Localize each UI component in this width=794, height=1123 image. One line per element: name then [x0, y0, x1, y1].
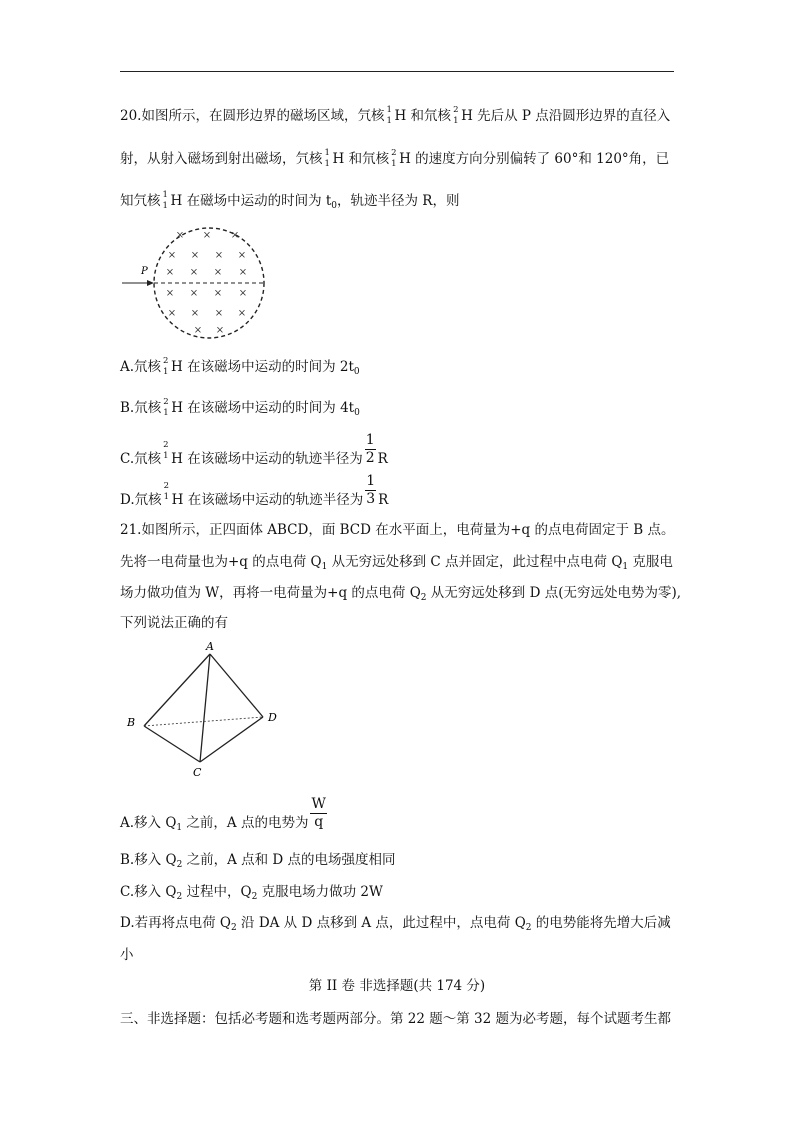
option-text: 克服电场力做功 2W [257, 884, 383, 900]
section-instructions: 三、非选择题：包括必考题和选考题两部分。第 22 题～第 32 题为必考题，每个试题考生都 [120, 1011, 672, 1027]
option-text: 之前，A 点的电势为 [182, 815, 309, 831]
q21-text: 从无穷远处移到 D 点(无穷远处电势为零), [426, 585, 682, 601]
option-text: 的电势能将先增大后减 [531, 915, 671, 931]
deuterium-symbol: 2 1 [163, 356, 169, 377]
q20-text: 20.如图所示，在圆形边界的磁场区域，氕核 [120, 108, 385, 124]
cross-mark: × [237, 250, 247, 261]
deuterium-symbol: 2 1 [163, 481, 170, 502]
option-text: 过程中，Q [182, 884, 252, 900]
protium-symbol: 1 1 [386, 105, 392, 126]
option-text: B.移入 Q [120, 852, 177, 868]
q21-line-2 [120, 553, 673, 573]
q20-text: 射，从射入磁场到射出磁场，氕核 [120, 151, 323, 167]
q20-option-a [120, 358, 360, 378]
q21-line-4: 下列说法正确的有 [120, 615, 228, 631]
subscript: 2 [525, 923, 532, 933]
edge-ab [144, 654, 210, 726]
q21-option-c [120, 883, 383, 903]
subscript: 2 [251, 892, 258, 902]
q20-text: H 先后从 P 点沿圆形边界的直径入 [461, 108, 671, 124]
edge-bc [144, 726, 200, 762]
option-text: R [377, 451, 388, 467]
option-text: H 在该磁场中运动的轨迹半径为 [171, 492, 364, 508]
fraction-w-over-q: $\frac{W}{q}$ [311, 796, 326, 830]
q20-option-c [120, 432, 388, 467]
cross-mark: × [190, 308, 200, 319]
q20-text: ，轨迹半径为 R，则 [337, 193, 460, 209]
q21-line-1: 21.如图所示，正四面体 ABCD，面 BCD 在水平面上，电荷量为+q 的点电荷固定于 B 点。 [120, 522, 675, 538]
option-text: 沿 DA 从 D 点移到 A 点，此过程中，点电荷 Q [236, 915, 526, 931]
subscript: 2 [176, 892, 183, 902]
cross-mark: × [238, 267, 248, 278]
edge-cd [200, 717, 263, 762]
cross-mark: × [193, 325, 203, 336]
q21-option-a [120, 796, 329, 831]
option-text: H 在该磁场中运动的轨迹半径为 [171, 451, 363, 467]
option-text: D.氘核 [120, 492, 162, 508]
magnetic-field-figure [118, 226, 278, 344]
subscript: 1 [176, 823, 183, 833]
q21-text: 从无穷远处移到 C 点并固定，此过程中点电荷 Q [327, 554, 623, 570]
cross-mark: × [215, 325, 225, 336]
cross-mark: × [167, 250, 177, 261]
cross-mark: × [189, 267, 199, 278]
deuterium-symbol: 2 1 [163, 397, 169, 418]
q20-option-d [120, 473, 388, 508]
subscript: 0 [331, 201, 338, 211]
tetrahedron-figure [120, 638, 290, 783]
cross-mark: × [213, 288, 223, 299]
q20-text: 知氕核 [120, 193, 161, 209]
deuterium-symbol: 2 1 [163, 440, 169, 461]
arrow-head [147, 280, 154, 286]
cross-mark: × [190, 250, 200, 261]
cross-mark: × [189, 288, 199, 299]
deuterium-symbol: 2 1 [391, 148, 397, 169]
cross-mark: × [238, 288, 248, 299]
vertex-a-label: A [206, 640, 214, 653]
q21-text: 克服电 [628, 554, 673, 570]
subscript: 1 [321, 562, 328, 572]
subscript: 0 [354, 408, 360, 418]
subscript: 1 [622, 562, 629, 572]
fraction-one-third: $\frac{1}{3}$ [366, 473, 376, 507]
q20-line-3 [120, 192, 459, 212]
q21-line-3 [120, 584, 681, 604]
cross-mark: × [237, 308, 247, 319]
option-text: B.氘核 [120, 400, 162, 416]
option-text: H 在该磁场中运动的时间为 4t [171, 400, 355, 416]
q21-option-d [120, 914, 671, 934]
option-text: R [378, 492, 389, 508]
subscript: 2 [420, 593, 427, 603]
q21-text: 先将一电荷量也为+q 的点电荷 Q [120, 554, 322, 570]
edge-ac [200, 654, 210, 762]
option-text: C.氘核 [120, 451, 162, 467]
fraction-one-half: $\frac{1}{2}$ [365, 432, 375, 466]
cross-mark: × [175, 230, 185, 241]
protium-symbol: 1 1 [324, 148, 330, 169]
option-text: 之前，A 点和 D 点的电场强度相同 [182, 852, 396, 868]
q21-text: 场力做功值为 W，再将一电荷量为+q 的点电荷 Q [120, 585, 421, 601]
cross-mark: × [230, 230, 240, 241]
q20-line-1 [120, 107, 670, 125]
q20-text: H 和氘核 [394, 108, 452, 124]
vertex-d-label: D [268, 711, 277, 724]
q20-line-2 [120, 150, 669, 168]
vertex-c-label: C [193, 766, 202, 779]
option-text: A.氘核 [120, 359, 162, 375]
cross-mark: × [202, 230, 212, 241]
q20-text: H 和氘核 [332, 151, 390, 167]
vertex-b-label: B [127, 716, 136, 729]
option-text: D.若再将点电荷 Q [120, 915, 231, 931]
option-text: C.移入 Q [120, 884, 177, 900]
cross-mark: × [214, 308, 224, 319]
deuterium-symbol: 2 1 [453, 105, 459, 126]
q21-option-d-cont: 小 [120, 947, 134, 963]
subscript: 0 [353, 367, 360, 377]
q20-text: H 的速度方向分别偏转了 60°和 120°角，已 [399, 151, 670, 167]
subscript: 2 [231, 923, 237, 933]
cross-mark: × [165, 267, 175, 278]
subscript: 2 [176, 860, 183, 870]
option-text: A.移入 Q [120, 815, 177, 831]
q20-text: H 在磁场中运动的时间为 t [170, 193, 332, 209]
cross-mark: × [214, 250, 224, 261]
header-rule [120, 71, 674, 72]
point-p-label: P [141, 266, 148, 277]
protium-symbol: 1 1 [162, 190, 168, 211]
section-title: 第 II 卷 非选择题(共 174 分) [308, 978, 486, 994]
q20-option-b [120, 399, 360, 419]
cross-mark: × [165, 288, 175, 299]
edge-ad [210, 654, 263, 717]
cross-mark: × [213, 267, 223, 278]
cross-mark: × [167, 308, 177, 319]
q21-option-b [120, 851, 396, 871]
option-text: H 在该磁场中运动的时间为 2t [171, 359, 354, 375]
